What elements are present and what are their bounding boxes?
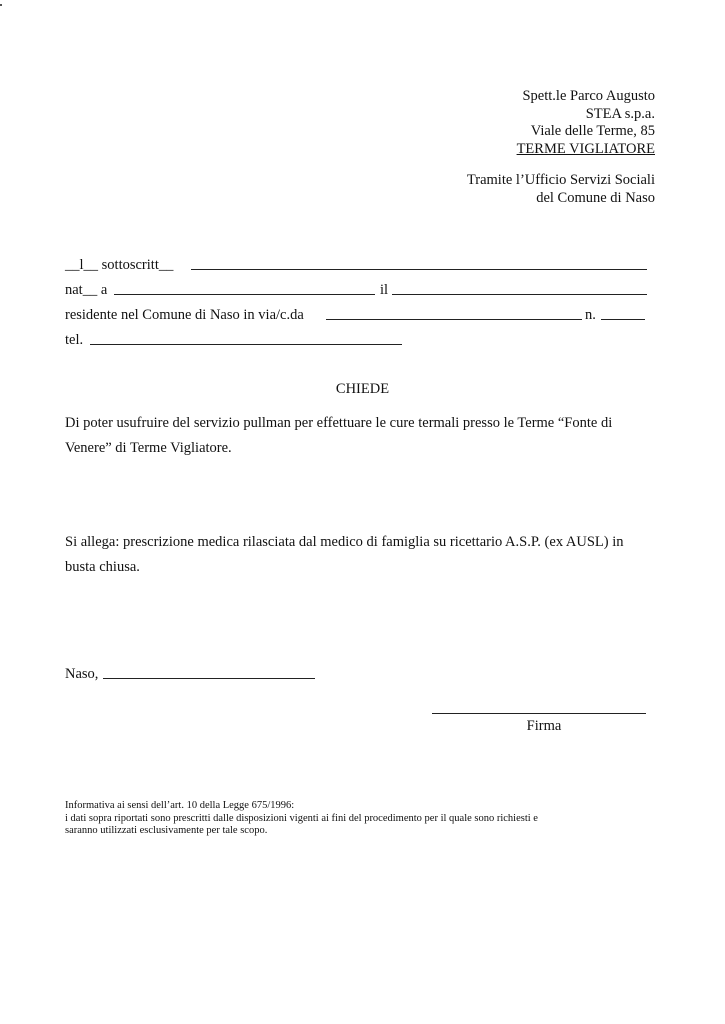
scan-mark (0, 4, 2, 6)
birthdate-field[interactable] (392, 294, 647, 295)
undersigned-row (65, 255, 655, 275)
residence-row (65, 305, 655, 325)
phone-label: tel. (65, 332, 84, 348)
recipient-street: Viale delle Terme, 85 (530, 123, 655, 139)
name-field[interactable] (191, 269, 647, 270)
place-date-row (65, 664, 325, 684)
privacy-notice-title: Informativa ai sensi dell’art. 10 della Legge 675/1996: (65, 800, 295, 811)
house-number-field[interactable] (601, 319, 645, 320)
born-label: nat__ a (65, 282, 108, 298)
via-municipality-line: del Comune di Naso (536, 189, 655, 206)
privacy-notice (65, 800, 665, 838)
via-office (467, 172, 655, 207)
place-date-field[interactable] (103, 678, 315, 679)
recipient-city: TERME VIGLIATORE (516, 140, 655, 157)
date-label: il (380, 282, 389, 298)
phone-row (65, 330, 655, 350)
birth-row (65, 280, 655, 300)
signature-field[interactable] (432, 713, 646, 714)
number-label: n. (585, 307, 596, 323)
request-heading: CHIEDE (335, 381, 390, 397)
recipient-address (517, 88, 655, 158)
phone-field[interactable] (90, 344, 402, 345)
residence-label: residente nel Comune di Naso in via/c.da (65, 307, 304, 323)
via-office-line: Tramite l’Ufficio Servizi Sociali (466, 172, 655, 188)
request-body: Di poter usufruire del servizio pullman per effettuare le cure termali presso le Terme “Fonte di Venere” di Terme Vigliatore. (65, 415, 613, 456)
recipient-name: Spett.le Parco Augusto (522, 88, 655, 104)
privacy-notice-text-2: saranno utilizzati esclusivamente per tale scopo. (65, 825, 268, 836)
attachment-note: Si allega: prescrizione medica rilasciata dal medico di famiglia su ricettario A.S.P. (ex AUSL) in busta chiusa. (65, 534, 624, 575)
address-field[interactable] (326, 319, 582, 320)
privacy-notice-text-1: i dati sopra riportati sono prescritti dalle disposizioni vigenti ai fini del procedimento per il quale sono richiesti e (65, 812, 538, 824)
signature-label: Firma (526, 718, 562, 734)
recipient-company: STEA s.p.a. (585, 105, 655, 122)
place-label: Naso, (65, 666, 99, 682)
undersigned-label: __l__ sottoscritt__ (65, 257, 174, 273)
birthplace-field[interactable] (114, 294, 375, 295)
